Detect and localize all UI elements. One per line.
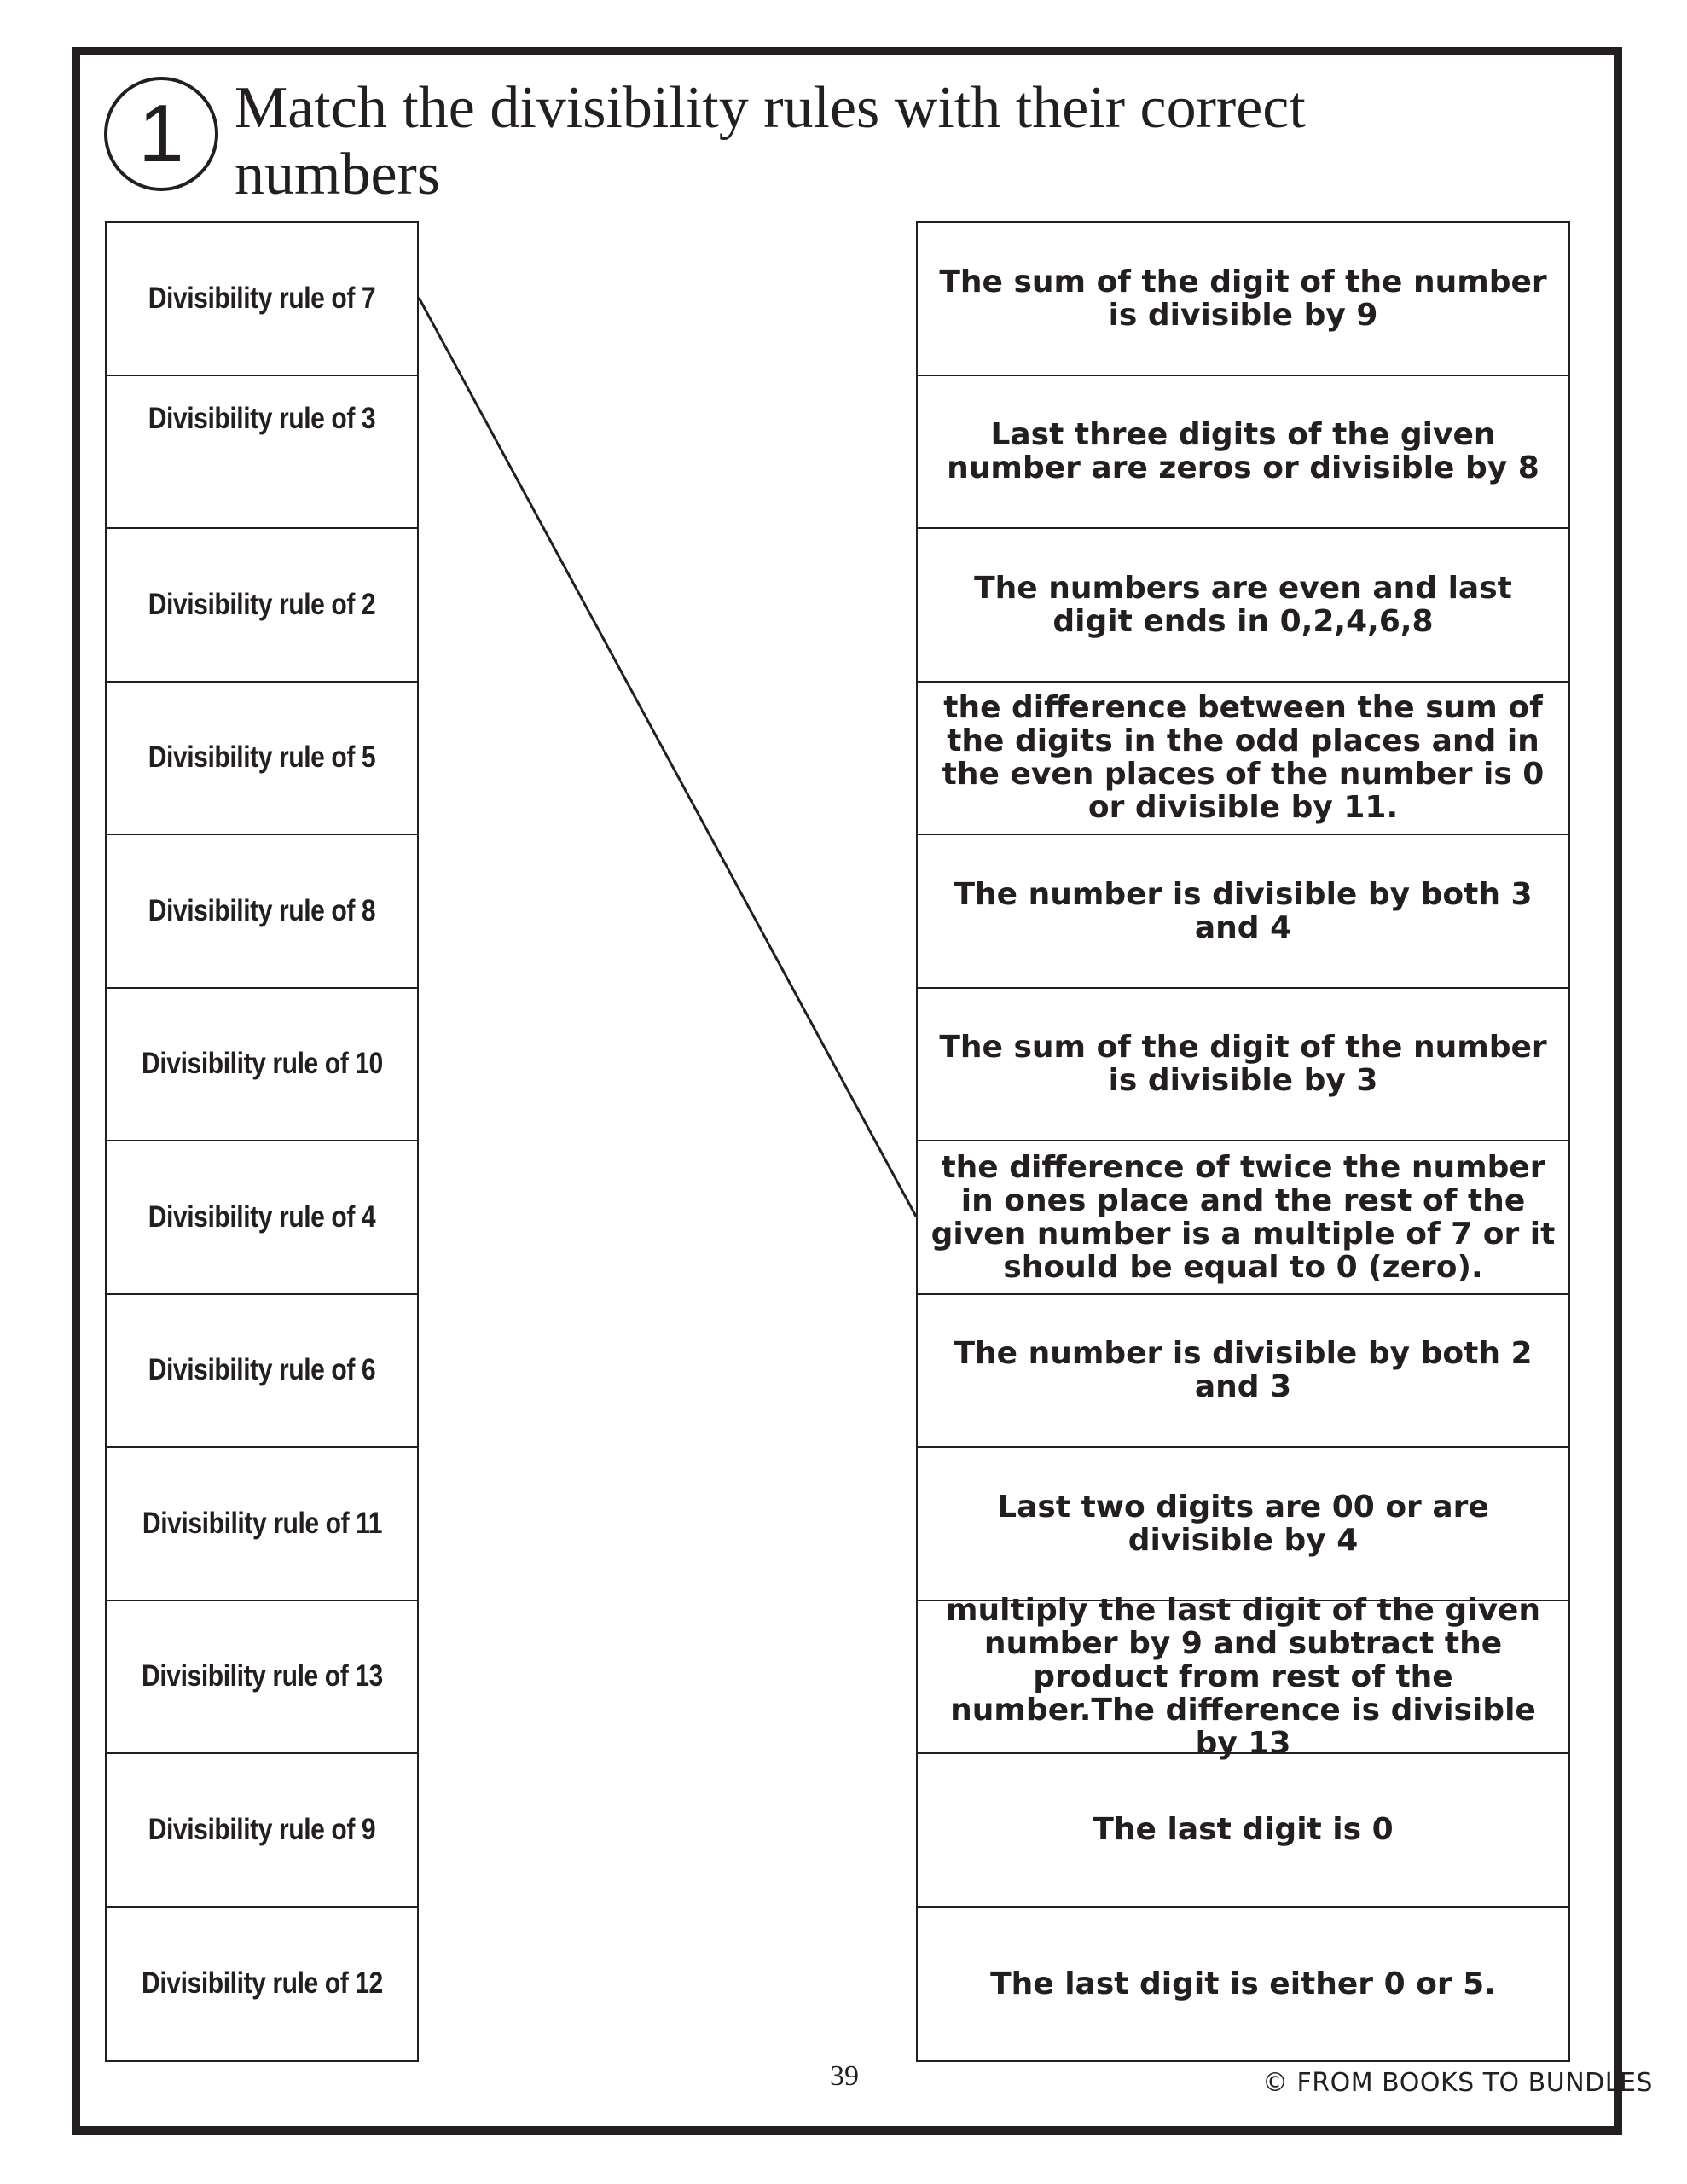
description-cell[interactable]: the difference between the sum of the digits in the odd places and in the even places of the number is 0 or divisible by 11. <box>918 682 1568 836</box>
rule-cell[interactable] <box>107 1295 417 1449</box>
question-title: Match the divisibility rules with their correct numbers <box>235 75 1306 207</box>
rule-label: Divisibility rule of 3 <box>148 401 376 435</box>
rule-label: Divisibility rule of 10 <box>141 1047 383 1081</box>
description-cell[interactable]: Last two digits are 00 or are divisible by 4 <box>918 1448 1568 1601</box>
rule-label: Divisibility rule of 6 <box>148 1353 376 1387</box>
rule-label: Divisibility rule of 7 <box>148 281 376 315</box>
rule-label: Divisibility rule of 9 <box>148 1812 376 1846</box>
description-cell[interactable]: The number is divisible by both 2 and 3 <box>918 1295 1568 1449</box>
description-cell[interactable]: the difference of twice the number in ones place and the rest of the given number is a multiple of 7 or it should be equal to 0 (zero). <box>918 1141 1568 1295</box>
rule-label: Divisibility rule of 11 <box>142 1506 382 1540</box>
rule-cell[interactable] <box>107 1601 417 1755</box>
rule-label: Divisibility rule of 5 <box>148 741 376 775</box>
question-number: 1 <box>138 88 184 179</box>
description-cell[interactable]: The last digit is either 0 or 5. <box>990 1966 1496 2001</box>
rule-cell[interactable] <box>107 1754 417 1908</box>
description-cell[interactable]: Last three digits of the given number are zeros or divisible by 8 <box>918 376 1568 530</box>
rule-label: Divisibility rule of 2 <box>148 587 376 621</box>
rule-cell[interactable] <box>107 1908 417 2061</box>
description-cell[interactable]: The numbers are even and last digit ends in 0,2,4,6,8 <box>918 529 1568 682</box>
rule-cell[interactable] <box>107 835 417 989</box>
rule-cell[interactable] <box>107 529 417 682</box>
rule-cell[interactable] <box>107 1448 417 1601</box>
description-cell[interactable]: The last digit is 0 <box>918 1754 1568 1908</box>
description-cell[interactable]: The sum of the digit of the number is divisible by 9 <box>918 223 1568 376</box>
rule-label: Divisibility rule of 12 <box>141 1966 383 2001</box>
rule-cell[interactable] <box>107 223 417 376</box>
descriptions-column <box>916 221 1570 2062</box>
rule-cell[interactable] <box>107 682 417 836</box>
description-cell[interactable]: The number is divisible by both 3 and 4 <box>918 835 1568 989</box>
description-cell[interactable]: multiply the last digit of the given number by 9 and subtract the product from rest of the number.The difference is divisible by 13 <box>918 1601 1568 1755</box>
rules-column <box>105 221 419 2062</box>
rule-cell[interactable] <box>107 989 417 1142</box>
rule-cell[interactable] <box>107 376 417 530</box>
description-cell[interactable]: The sum of the digit of the number is divisible by 3 <box>918 989 1568 1142</box>
rule-label: Divisibility rule of 4 <box>148 1199 376 1234</box>
question-number-badge <box>104 77 218 191</box>
rule-cell[interactable] <box>107 1141 417 1295</box>
page-number: 39 <box>830 2060 859 2092</box>
copyright-notice: © FROM BOOKS TO BUNDLES <box>1262 2068 1653 2098</box>
rule-label: Divisibility rule of 13 <box>141 1659 383 1693</box>
rule-label: Divisibility rule of 8 <box>148 893 376 927</box>
